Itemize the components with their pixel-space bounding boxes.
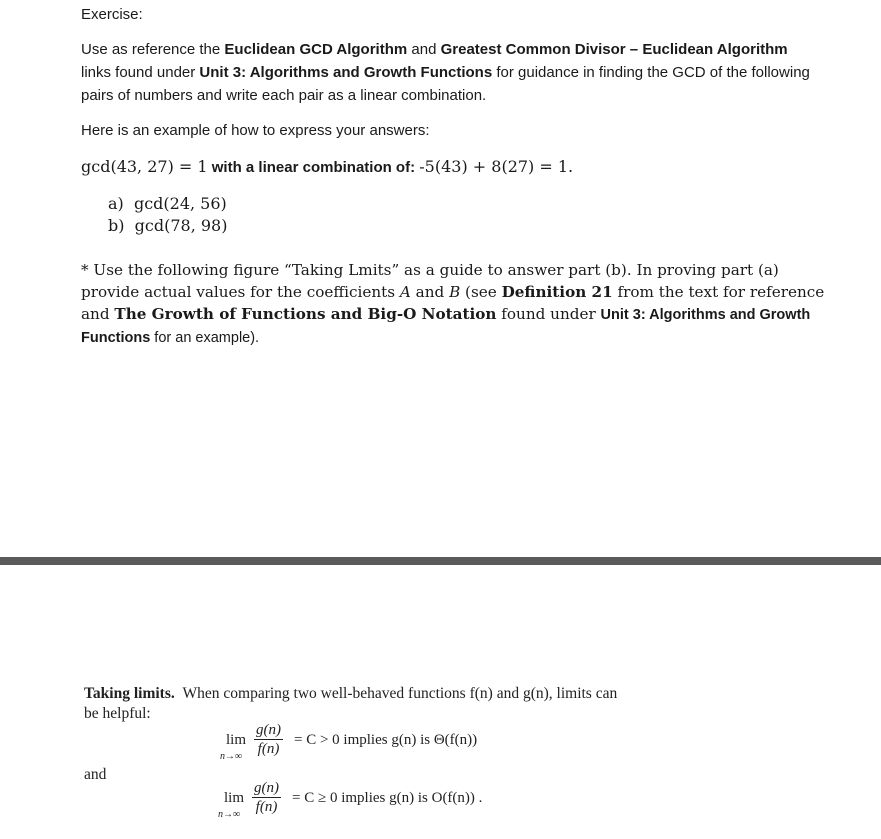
limit-fraction (254, 722, 283, 758)
intro-text: and (407, 41, 441, 58)
rule-theta-text: = C > 0 implies g(n) is Θ(f(n)) (294, 732, 478, 748)
rule-big-o-text: = C ≥ 0 implies g(n) is O(f(n)) . (292, 790, 483, 806)
example-combination: -5(43) + 8(27) = 1. (419, 157, 574, 176)
fraction-numerator: g(n) (256, 722, 281, 738)
figure-text-line-2: be helpful: (84, 705, 151, 722)
growth-functions-reference: The Growth of Functions and Big-O Notation (114, 305, 497, 323)
fraction-denominator: f(n) (257, 741, 280, 757)
link-gcd-euclidean: Greatest Common Divisor – Euclidean Algorithm (440, 41, 788, 58)
coefficient-b: B (449, 283, 461, 301)
figure-text-line-1 (84, 685, 617, 703)
item-label: a) (108, 194, 124, 213)
intro-text: for guidance in finding the GCD of the following pairs of numbers and write each pair as a linear combination. (81, 64, 810, 104)
definition-reference: Definition 21 (501, 283, 613, 301)
item-a (108, 194, 227, 213)
limit-fraction (252, 780, 281, 816)
unit-3-reference: Unit 3: Algorithms and Growth Functions (81, 307, 811, 346)
example-gcd: gcd(43, 27) = 1 (81, 157, 208, 176)
intro-text: Use as reference the (81, 41, 225, 58)
item-label: b) (108, 216, 125, 235)
item-expression: gcd(24, 56) (133, 194, 227, 213)
item-expression: gcd(78, 98) (134, 216, 228, 235)
note-text: * Use the following figure “Taking Lmits” as a guide to answer part (b). In proving part (a) provide actual values for the coefficients (81, 261, 779, 301)
intro-text: links found under (81, 64, 200, 81)
figure-description: When comparing two well-behaved functions f(n) and g(n), limits can (182, 685, 618, 702)
and-label: and (84, 766, 107, 783)
unit-3-reference: Unit 3: Algorithms and Growth Functions (199, 64, 493, 81)
note-text: and (410, 283, 450, 301)
example-mid-text: with a linear combination of: (207, 159, 420, 176)
fraction-numerator: g(n) (254, 780, 279, 796)
intro-paragraph (81, 38, 821, 107)
lim-operator: lim (224, 790, 245, 806)
note-text: from the text for reference and (81, 283, 825, 323)
item-b (108, 216, 227, 235)
lim-subscript: n→∞ (218, 809, 241, 820)
note-paragraph (81, 259, 831, 349)
example-intro: Here is an example of how to express your answers: (81, 122, 430, 139)
figure-heading: Taking limits. (84, 685, 175, 702)
note-text: for an example). (150, 330, 260, 346)
link-euclidean-gcd: Euclidean GCD Algorithm (224, 41, 408, 58)
fraction-denominator: f(n) (255, 799, 278, 815)
lim-operator: lim (226, 732, 247, 748)
note-text: (see (460, 283, 502, 301)
section-divider (0, 557, 881, 565)
lim-subscript: n→∞ (220, 751, 243, 762)
coefficient-a: A (399, 283, 411, 301)
exercise-label: Exercise: (81, 6, 143, 23)
note-text: found under (496, 305, 601, 323)
example-answer (81, 157, 573, 176)
